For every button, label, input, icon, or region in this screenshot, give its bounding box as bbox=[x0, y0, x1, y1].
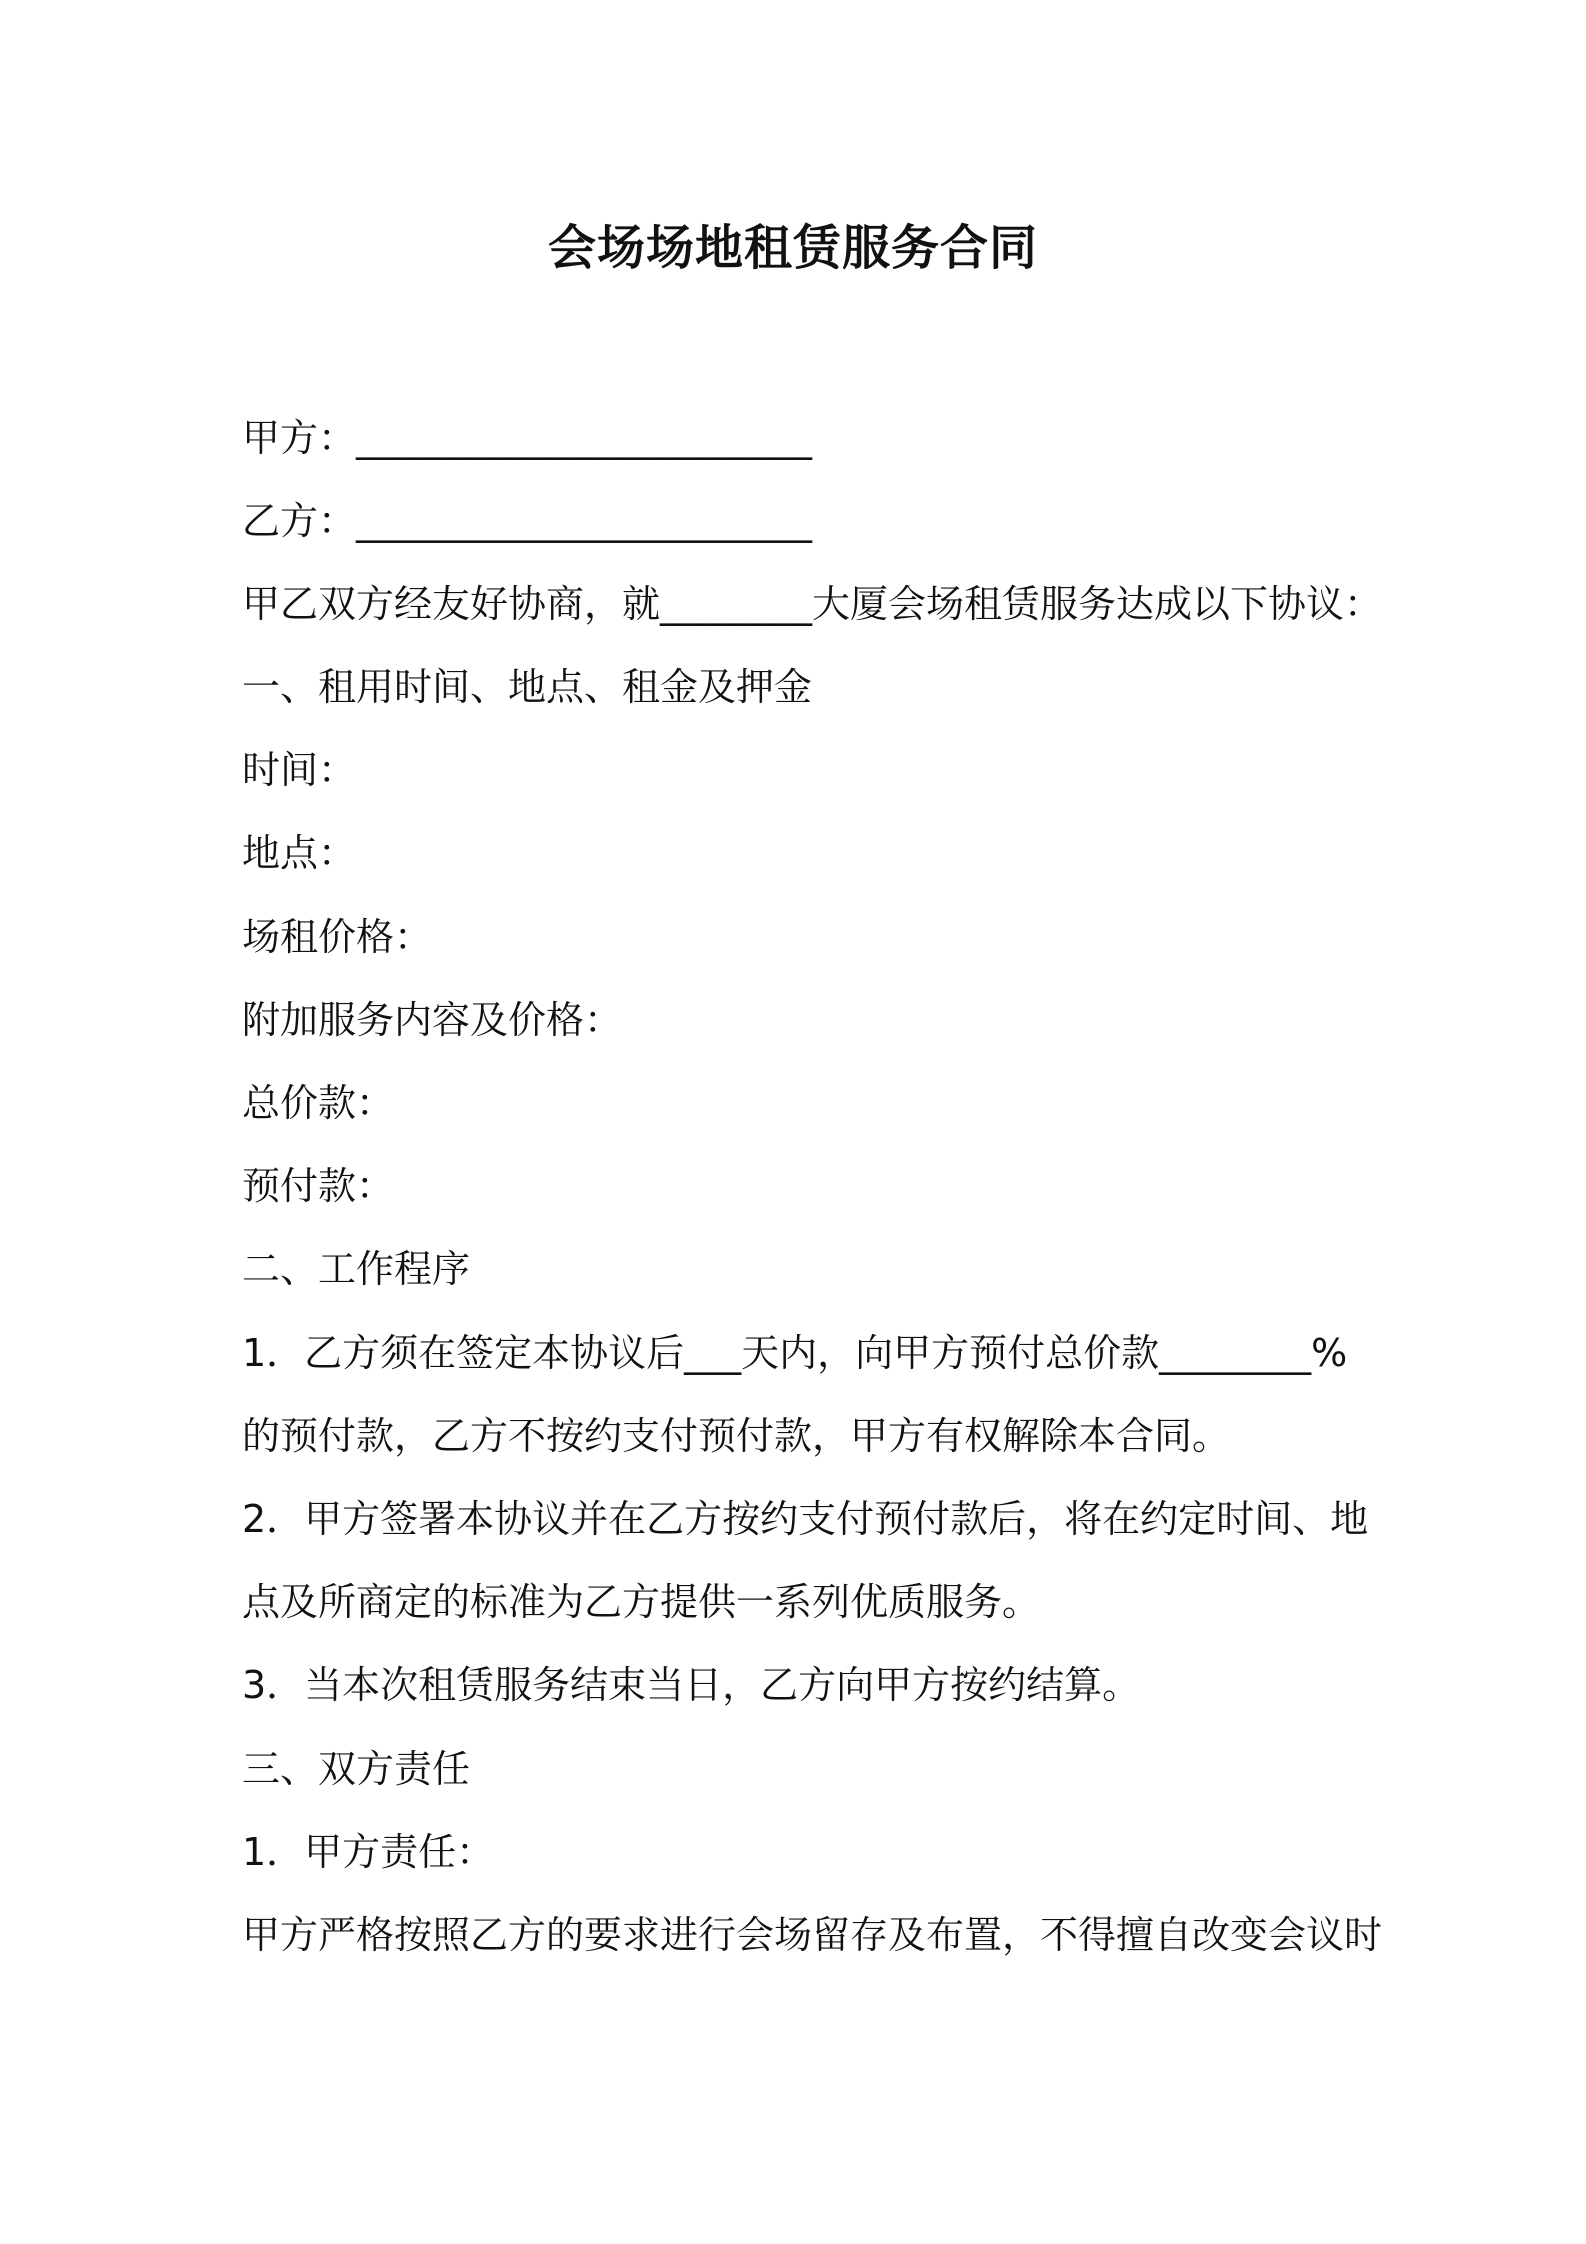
clause-2-1-line-2: 的预付款，乙方不按约支付预付款，甲方有权解除本合同。 bbox=[242, 1414, 1231, 1458]
clause-2-2-line-1: 2．甲方签署本协议并在乙方按约支付预付款后，将在约定时间、地 bbox=[242, 1497, 1369, 1541]
total-price-field: 总价款： bbox=[242, 1081, 395, 1125]
preamble-line: 甲乙双方经友好协商，就________大厦会场租赁服务达成以下协议： bbox=[242, 582, 1383, 626]
venue-price-field: 场租价格： bbox=[242, 915, 433, 959]
section-heading-2: 二、工作程序 bbox=[242, 1247, 471, 1291]
time-field: 时间： bbox=[242, 748, 357, 792]
section-heading-3: 三、双方责任 bbox=[242, 1747, 471, 1791]
prepayment-field: 预付款： bbox=[242, 1164, 395, 1208]
clause-2-2-line-2: 点及所商定的标准为乙方提供一系列优质服务。 bbox=[242, 1580, 1041, 1624]
extra-services-field: 附加服务内容及价格： bbox=[242, 998, 623, 1042]
party-a-line: 甲方：________________________ bbox=[242, 416, 813, 460]
section-heading-1: 一、租用时间、地点、租金及押金 bbox=[242, 665, 813, 709]
party-b-line: 乙方：________________________ bbox=[242, 499, 813, 543]
location-field: 地点： bbox=[242, 831, 357, 875]
clause-3-1-line-1: 甲方严格按照乙方的要求进行会场留存及布置，不得擅自改变会议时 bbox=[242, 1913, 1383, 1957]
clause-2-1-line-1: 1．乙方须在签定本协议后___天内，向甲方预付总价款________% bbox=[242, 1331, 1348, 1375]
document-title: 会场场地租赁服务合同 bbox=[547, 220, 1038, 276]
clause-2-3-line: 3．当本次租赁服务结束当日，乙方向甲方按约结算。 bbox=[242, 1663, 1141, 1707]
clause-3-1-heading: 1．甲方责任： bbox=[242, 1830, 495, 1874]
